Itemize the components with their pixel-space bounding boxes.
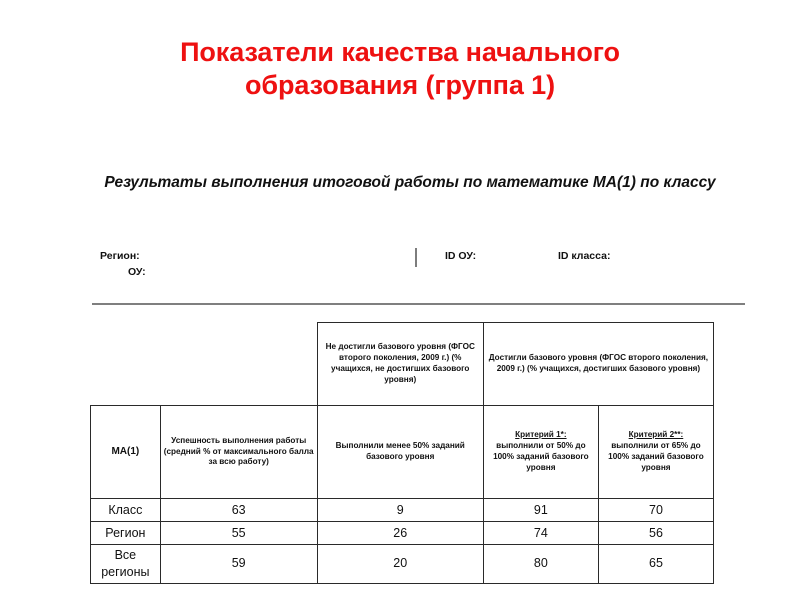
cell-success: 59	[160, 545, 317, 584]
region-label: Регион:	[100, 250, 140, 262]
criterion-1-title: Критерий 1*:	[515, 430, 567, 440]
vertical-divider	[415, 248, 417, 267]
id-ou-label: ID ОУ:	[445, 250, 477, 262]
cell-criterion-2: 56	[598, 522, 713, 545]
column-header-criterion-1	[483, 406, 598, 499]
results-table	[90, 322, 714, 584]
cell-less-than-50: 9	[317, 499, 483, 522]
table-row	[91, 499, 714, 522]
group-header-not-achieved: Не достигли базового уровня (ФГОС второго поколения, 2009 г.) (% учащихся, не достигших базового уровня)	[317, 323, 483, 406]
cell-criterion-1: 91	[483, 499, 598, 522]
row-label: Класс	[91, 499, 161, 522]
cell-less-than-50: 20	[317, 545, 483, 584]
page-title: Показатели качества начального образования (группа 1)	[180, 37, 620, 100]
report-subtitle: Результаты выполнения итоговой работы по математике МА(1) по классу	[104, 174, 716, 191]
ou-label: ОУ:	[128, 266, 146, 278]
cell-criterion-2: 70	[598, 499, 713, 522]
cell-criterion-1: 80	[483, 545, 598, 584]
id-class-label: ID класса:	[558, 250, 611, 262]
cell-criterion-2: 65	[598, 545, 713, 584]
row-label: Все регионы	[91, 545, 161, 584]
row-label: Регион	[91, 522, 161, 545]
table-group-header-row	[91, 323, 714, 406]
table-column-header-row	[91, 406, 714, 499]
column-header-criterion-2	[598, 406, 713, 499]
cell-success: 55	[160, 522, 317, 545]
horizontal-divider	[92, 303, 745, 305]
column-header-success: Успешность выполнения работы (средний % от максимального балла за всю работу)	[160, 406, 317, 499]
criterion-2-title: Критерий 2**:	[628, 430, 684, 440]
column-header-less-than-50: Выполнили менее 50% заданий базового уровня	[317, 406, 483, 499]
criterion-2-body: выполнили от 65% до 100% заданий базового уровня	[608, 441, 704, 472]
spacer-cell	[91, 323, 161, 406]
spacer-cell	[160, 323, 317, 406]
cell-less-than-50: 26	[317, 522, 483, 545]
column-header-subject: МА(1)	[91, 406, 161, 499]
cell-success: 63	[160, 499, 317, 522]
identification-block	[90, 250, 750, 296]
table-row	[91, 545, 714, 584]
group-header-achieved: Достигли базового уровня (ФГОС второго поколения, 2009 г.) (% учащихся, достигших базового уровня)	[483, 323, 713, 406]
cell-criterion-1: 74	[483, 522, 598, 545]
criterion-1-body: выполнили от 50% до 100% заданий базового уровня	[493, 441, 589, 472]
table-row	[91, 522, 714, 545]
